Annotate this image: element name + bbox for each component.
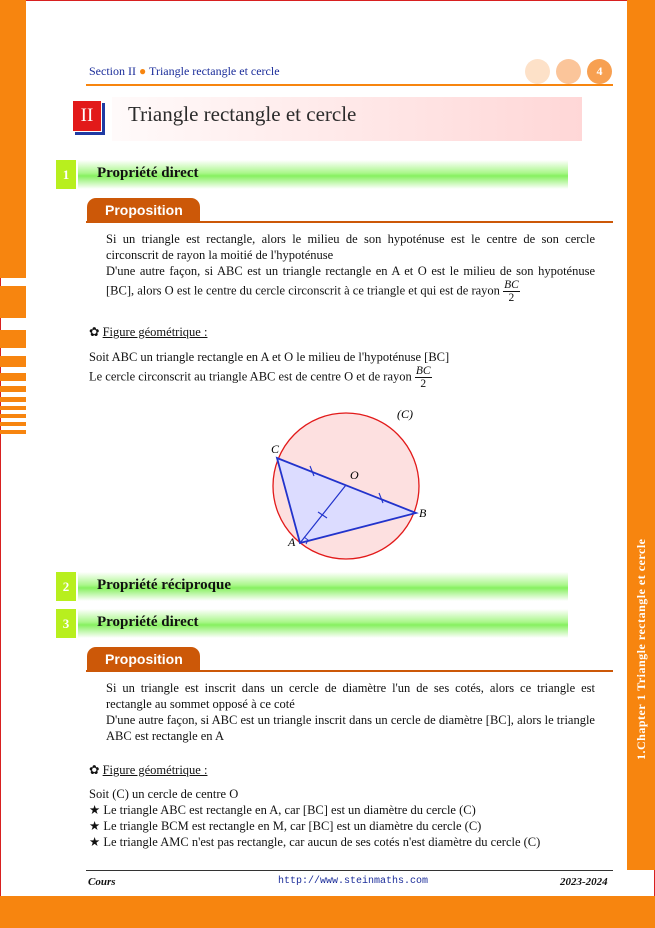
figure-3-description: [89, 786, 619, 850]
figure-1-line2: Le cercle circonscrit au triangle ABC est de centre O et de rayon: [89, 369, 412, 384]
figure-3-line1: Soit (C) un cercle de centre O: [89, 787, 239, 801]
header-circle-mid: [556, 59, 581, 84]
header-rule: [86, 84, 613, 86]
subsection-1-title: Propriété direct: [97, 165, 199, 181]
right-triangle-circle-figure: [255, 400, 435, 560]
header-section-title: Triangle rectangle et cercle: [149, 64, 280, 78]
figure-3-line3: ★ Le triangle BCM est rectangle en M, car [BC] est un diamètre du cercle (C): [89, 819, 482, 833]
footer-url-link[interactable]: http://www.steinmaths.com: [278, 876, 429, 887]
footer-rule: [86, 870, 613, 871]
proposition-1-tab: Proposition: [87, 198, 200, 222]
fraction-bc-over-2-second: $\frac{BC}{2}$: [415, 365, 431, 390]
proposition-3-line1: Si un triangle est inscrit dans un cercle de diamètre l'un de ses cotés, alors ce triangle est rectangle au sommet opposé à ce coté: [106, 681, 595, 711]
figure-1-label: ✿ Figure géométrique :: [89, 325, 208, 339]
subsection-3-title: Propriété direct: [97, 614, 199, 630]
label-vertex-c: C: [271, 442, 280, 456]
chapter-vertical-title: 1.Chapter 1 Triangle rectangle et cercle: [634, 538, 648, 760]
fraction-bc-over-2: $\frac{BC}{2}$: [504, 279, 519, 304]
proposition-3-rule: [86, 670, 613, 672]
figure-3-line4: ★ Le triangle AMC n'est pas rectangle, car aucun de ses cotés n'est diamètre du cercle (C): [89, 835, 541, 849]
running-header: [89, 64, 280, 79]
flower-icon: ✿: [89, 325, 100, 339]
figure-1-description: [89, 349, 609, 390]
proposition-1-line1: Si un triangle est rectangle, alors le milieu de son hypoténuse est le centre de son cercle circonscrit de rayon la moitié de l'hypoténuse: [106, 232, 595, 262]
label-vertex-b: B: [419, 506, 427, 520]
footer-year: 2023-2024: [560, 876, 608, 888]
proposition-1-text: [106, 231, 595, 304]
bullet-dot-icon: ●: [139, 64, 147, 78]
page-number: 4: [587, 59, 612, 84]
subsection-1-number: 1: [56, 160, 76, 189]
proposition-1-rule: [86, 221, 613, 223]
label-center-o: O: [350, 468, 359, 482]
section-number: II: [72, 100, 102, 132]
bottom-margin-band: [0, 896, 655, 928]
header-circle-light: [525, 59, 550, 84]
label-circle-c: (C): [397, 407, 413, 421]
subsection-3-number: 3: [56, 609, 76, 638]
figure-3-label: ✿ Figure géométrique :: [89, 763, 208, 777]
header-section-label: Section II: [89, 64, 136, 78]
proposition-3-text: [106, 680, 595, 744]
label-vertex-a: A: [288, 535, 296, 549]
flower-icon: ✿: [89, 763, 100, 777]
footer-cours: Cours: [88, 876, 116, 888]
figure-3-line2: ★ Le triangle ABC est rectangle en A, car [BC] est un diamètre du cercle (C): [89, 803, 476, 817]
section-title: Triangle rectangle et cercle: [128, 102, 357, 126]
subsection-2-title: Propriété réciproque: [97, 577, 231, 593]
proposition-3-line2: D'une autre façon, si ABC est un triangle inscrit dans un cercle de diamètre [BC], alors le triangle ABC est rectangle en A: [106, 713, 595, 743]
subsection-2-number: 2: [56, 572, 76, 601]
proposition-1-line2: D'une autre façon, si ABC est un triangle rectangle en A et O est le milieu de son hypoténuse [BC], alors O est le centre du cercle circonscrit à ce triangle et qui est de rayon: [106, 264, 595, 298]
figure-1-line1: Soit ABC un triangle rectangle en A et O le milieu de l'hypoténuse [BC]: [89, 350, 450, 364]
proposition-3-tab: Proposition: [87, 647, 200, 671]
